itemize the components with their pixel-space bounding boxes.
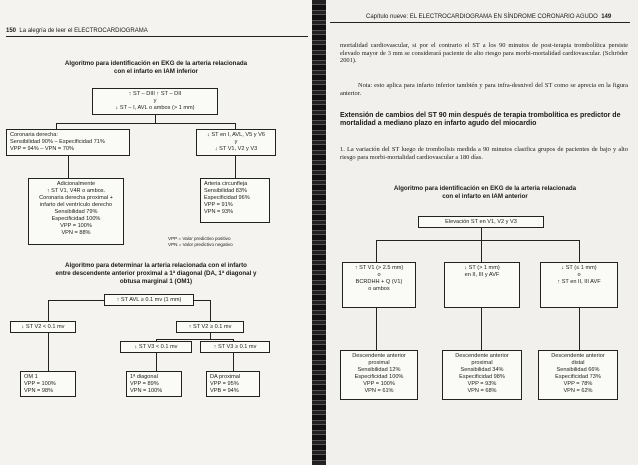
algo2-top-box: ↑ ST AVL ≥ 0.1 mv (1 mm)	[104, 294, 194, 306]
connector	[48, 300, 49, 321]
connector	[194, 300, 210, 301]
algo3-title: Algoritmo para identificación en EKG de la arteria relacionada con el infarto en IAM anterior	[393, 185, 577, 200]
algo3-criterion-2-box: ↓ ST (> 1 mm) en II, III y AVF	[444, 262, 520, 308]
list-item: 1. La variación del ST luego de trombolisis medida a 90 minutos clasifica grupos de pacientes de bajo y alto riesgo para morbi-mortalidad cardiovascular a 180 días.	[340, 146, 628, 161]
section-heading: Extensión de cambios del ST 90 min después de terapia trombolítica es predictor de mortalidad a mediano plazo en infarto agudo del miocardio	[340, 112, 621, 127]
connector	[48, 300, 104, 301]
algo1-coronaria-derecha-box: Coronaria derecha: Sensibilidad 90% – Especificidad 71% VPP = 94% – VPN = 70%	[6, 129, 130, 156]
algo2-st-v3-high-box: ↑ ST V3 ≥ 0.1 mv	[200, 341, 270, 353]
connector	[156, 353, 157, 371]
algo3-criterion-1-box: ↑ ST V1 (> 2.5 mm) o BCRDHH + Q (V1) o ambos	[342, 262, 416, 308]
algo1-title: Algoritmo para identificación en EKG de la arteria relacionada con el infarto en IAM inferior	[64, 60, 248, 75]
connector	[210, 300, 211, 321]
algo2-diagonal-box: 1ª diagonal VPP = 89% VPN = 100%	[126, 371, 182, 397]
connector	[579, 308, 580, 350]
algo2-st-v3-low-box: ↓ ST V3 < 0.1 mv	[120, 341, 192, 353]
connector	[235, 156, 236, 178]
left-running-head: 150 La alegría de leer el ELECTROCARDIOGRAMA	[6, 28, 148, 34]
connector	[233, 353, 234, 371]
algo1-top-box: ↑ ST – DIII ↑ ST – DII y ↓ ST – I, AVL o ambos (> 1 mm)	[92, 88, 218, 115]
connector	[376, 308, 377, 350]
note-paragraph: Nota: esto aplica para infarto inferior también y para infra-desnivel del ST como se aprecia en la figura anterior.	[340, 82, 628, 97]
algo1-adicionalmente-box: Adicionalmente ↑ ST V1, V4R o ambos. Coronaria derecha proximal + infarto del ventrículo derecho Sensibilidad 79% Especificidad 100% VPP = 100% VPN = 88%	[28, 178, 124, 245]
algo2-title: Algoritmo para determinar la arteria relacionada con el infarto entre descendente anterior proximal a 1ª diagonal (DA, 1ª diagonal y obtusa marginal 1 (OM1)	[55, 262, 257, 285]
right-running-head: Capítulo nueve: EL ELECTROCARDIOGRAMA EN SÍNDROME CORONARIO AGUDO 149	[366, 14, 612, 20]
algo1-legend: VPP = Valor predictivo positivo VPN = Valor predictivo negativo	[168, 236, 233, 247]
connector	[376, 240, 580, 241]
algo2-om1-box: OM 1 VPP = 100% VPN = 98%	[20, 371, 76, 397]
algo1-circunfleja-box: Arteria circunfleja Sensibilidad 83% Especificidad 96% VPP = 91% VPN = 93%	[200, 178, 270, 223]
paragraph-1: mortalidad cardiovascular, si por el contrario el ST a los 90 minutos de post-terapia trombolítica persiste elevado mayor de 3 mm se considerará paciente de alto riesgo para morbi-mortalidad cardiovascular. (Schröder 2001).	[340, 42, 628, 65]
connector	[481, 228, 482, 240]
connector	[156, 339, 234, 340]
algo1-right-condition-box: ↓ ST en I, AVL, V5 y V6 y ↓ ST V1, V2 y V3	[196, 129, 276, 156]
right-page	[326, 0, 638, 465]
connector	[481, 308, 482, 350]
connector	[68, 156, 69, 178]
connector	[376, 240, 377, 262]
left-page	[0, 0, 314, 465]
algo3-top-box: Elevación ST en V1, V2 y V3	[418, 216, 544, 228]
connector	[579, 240, 580, 262]
algo2-st-v2-high-box: ↑ ST V2 ≥ 0.1 mv	[176, 321, 244, 333]
algo3-result-2-box: Descendente anterior proximal Sensibilidad 34% Especificidad 98% VPP = 93% VPN = 68%	[442, 350, 522, 400]
header-rule	[330, 22, 630, 23]
connector	[56, 123, 236, 124]
algo3-criterion-3-box: ↓ ST (≤ 1 mm) o ↑ ST en II, III AVF	[540, 262, 618, 308]
algo3-result-1-box: Descendente anterior proximal Sensibilidad 12% Especificidad 100% VPP = 100% VPN = 61%	[340, 350, 418, 400]
header-rule	[6, 36, 308, 37]
algo2-st-v2-low-box: ↓ ST V2 < 0.1 mv	[10, 321, 76, 333]
connector	[481, 240, 482, 262]
algo3-result-3-box: Descendente anterior distal Sensibilidad 66% Especificidad 73% VPP = 78% VPN = 62%	[538, 350, 618, 400]
connector	[155, 115, 156, 123]
connector	[48, 333, 49, 371]
algo2-da-proximal-box: DA proximal VPP = 95% VPB = 94%	[206, 371, 260, 397]
